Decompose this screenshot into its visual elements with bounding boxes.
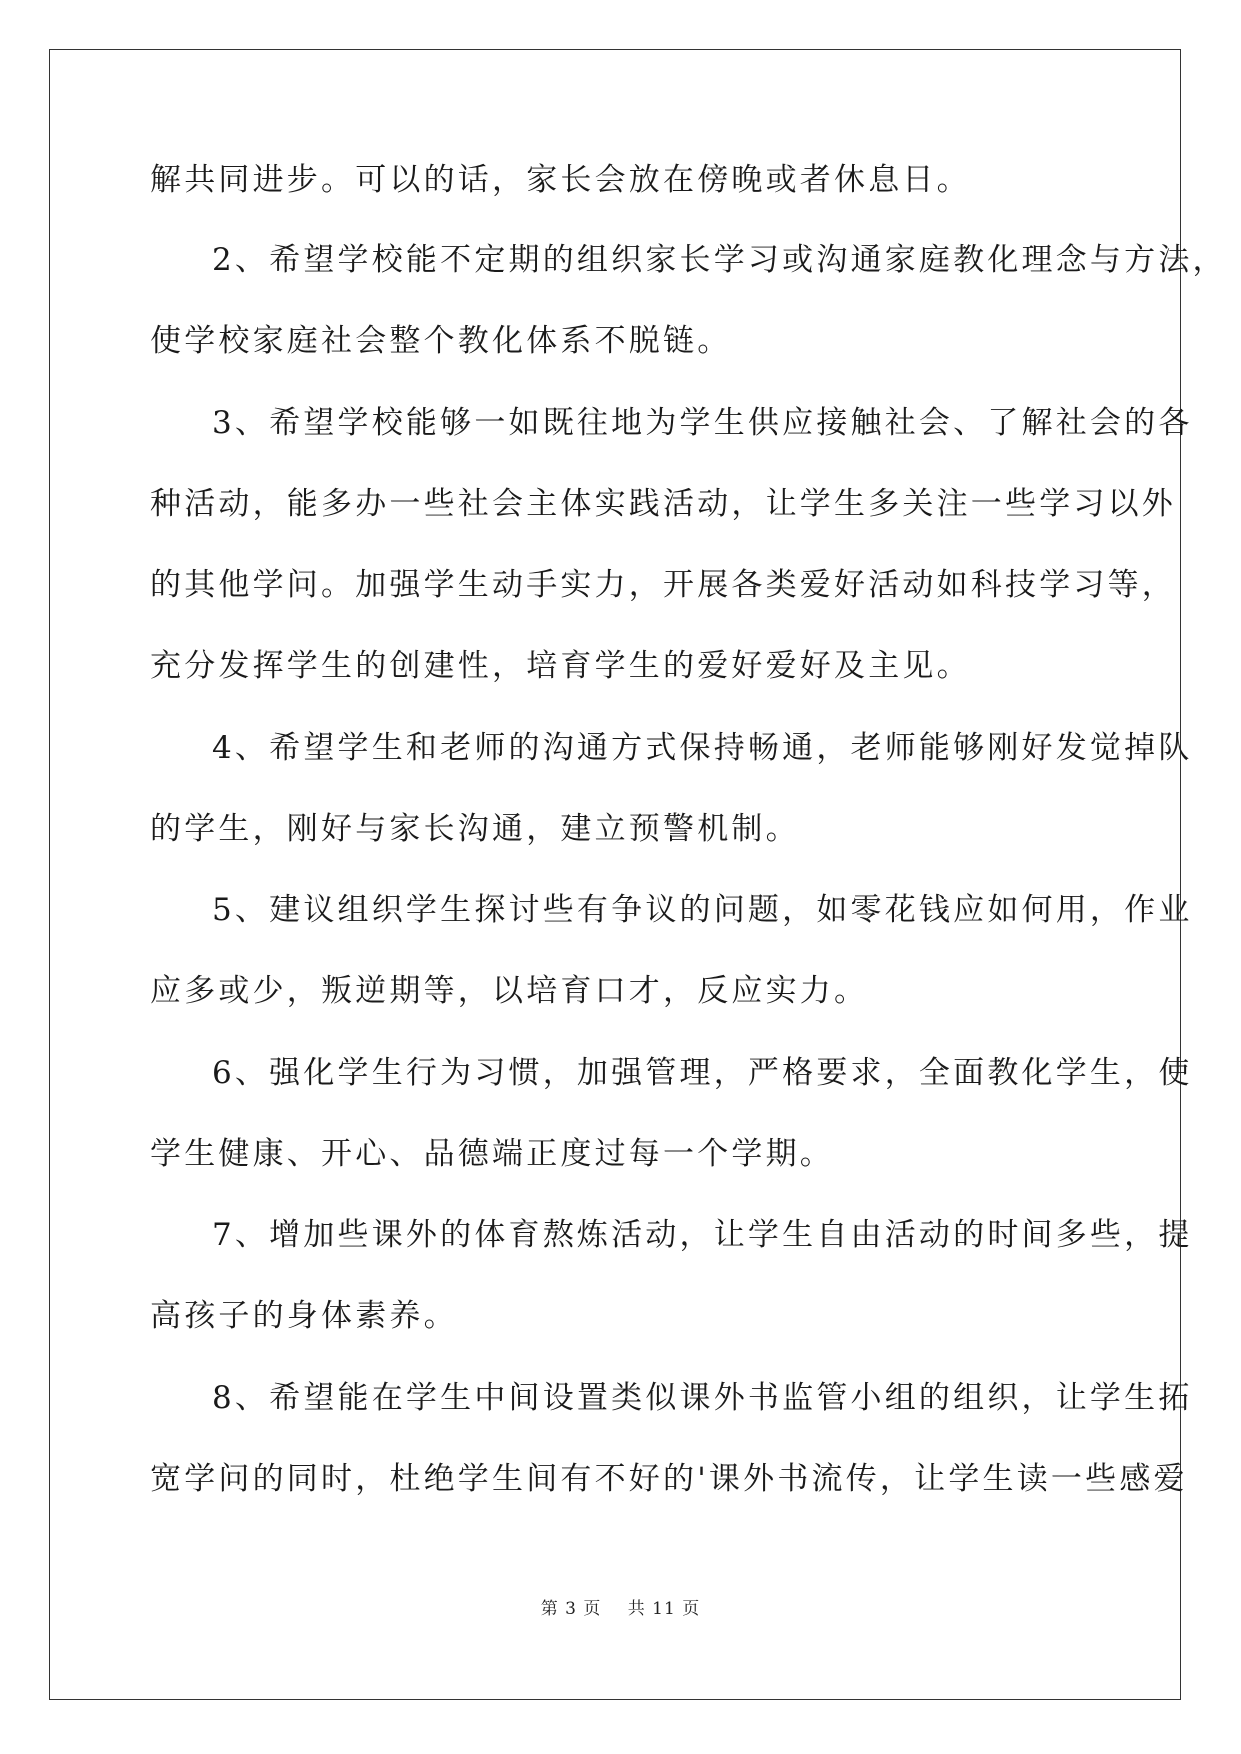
text-line: 解共同进步。可以的话，家长会放在傍晚或者休息日。 [150, 162, 971, 198]
text-line: 4、希望学生和老师的沟通方式保持畅通，老师能够刚好发觉掉队 [212, 730, 1193, 766]
text-line: 的其他学问。加强学生动手实力，开展各类爱好活动如科技学习等， [150, 567, 1176, 603]
text-line: 8、希望能在学生中间设置类似课外书监管小组的组织，让学生拓 [212, 1380, 1193, 1416]
text-line: 学生健康、开心、品德端正度过每一个学期。 [150, 1136, 834, 1172]
text-line: 7、增加些课外的体育熬炼活动，让学生自由活动的时间多些，提 [212, 1217, 1193, 1253]
page-number: 第 3 页 [540, 1599, 602, 1619]
page-total: 共 11 页 [627, 1599, 701, 1619]
text-line: 使学校家庭社会整个教化体系不脱链。 [150, 323, 732, 359]
text-line: 充分发挥学生的创建性，培育学生的爱好爱好及主见。 [150, 648, 971, 684]
text-line: 2、希望学校能不定期的组织家长学习或沟通家庭教化理念与方法， [212, 242, 1227, 278]
text-line: 种活动，能多办一些社会主体实践活动，让学生多关注一些学习以外 [150, 486, 1176, 522]
text-line: 应多或少，叛逆期等，以培育口才，反应实力。 [150, 973, 869, 1009]
text-line: 5、建议组织学生探讨些有争议的问题，如零花钱应如何用，作业 [212, 892, 1193, 928]
page-border [49, 49, 1181, 1700]
text-line: 高孩子的身体素养。 [150, 1298, 458, 1334]
text-line: 宽学问的同时，杜绝学生间有不好的'课外书流传，让学生读一些感爱 [150, 1461, 1188, 1497]
text-line: 6、强化学生行为习惯，加强管理，严格要求，全面教化学生，使 [212, 1055, 1193, 1091]
text-line: 的学生，刚好与家长沟通，建立预警机制。 [150, 811, 800, 847]
text-line: 3、希望学校能够一如既往地为学生供应接触社会、了解社会的各 [212, 405, 1193, 441]
page-footer [0, 1594, 1241, 1619]
